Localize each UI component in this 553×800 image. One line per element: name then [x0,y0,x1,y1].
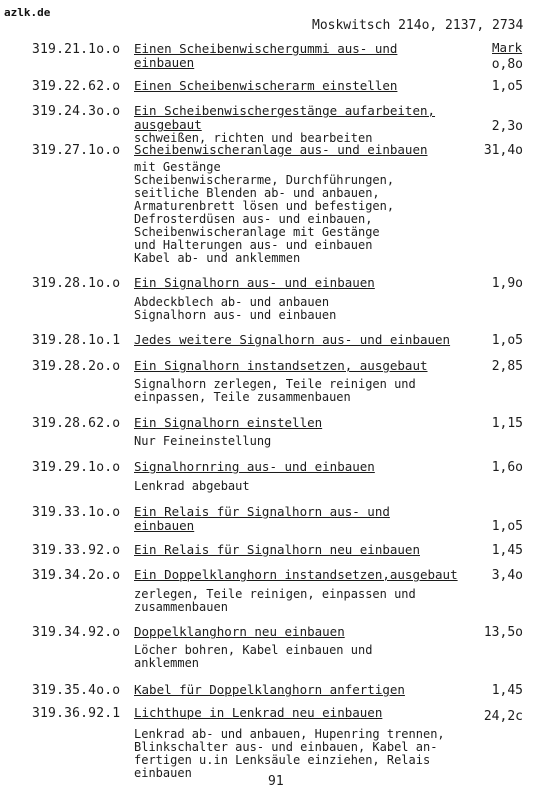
entry-title: Ein Signalhorn instandsetzen, ausgebaut [134,358,428,373]
entry-code: 319.22.62.o [32,79,121,94]
entry-code: 319.34.2o.o [32,568,121,583]
entry-title: Ein Relais für Signalhorn neu einbauen [134,542,420,557]
currency-label: Mark [492,40,523,55]
entry-price: 24,2c [483,709,523,724]
entry-price: 1,o5 [491,333,523,348]
entry-code: 319.28.2o.o [32,359,121,374]
entry-price: 1,o5 [491,79,523,94]
page-header: Moskwitsch 214o, 2137, 2734 [312,18,524,33]
entry-title: Einen Scheibenwischerarm einstellen [134,78,398,93]
entry-code: 319.21.1o.o [32,42,121,57]
entry-title: Ein Signalhorn aus- und einbauen [134,275,375,290]
entry-code: 319.33.1o.o [32,505,121,520]
entry-title: Ein Doppelklanghorn instandsetzen,ausgebaut [134,567,458,582]
entry-description: zerlegen, Teile reinigen, einpassen und zusammenbauen [134,587,416,614]
entry-price: 1,o5 [491,519,523,534]
entry-title: Ein Scheibenwischergestänge aufarbeiten, ausgebaut [134,103,436,132]
entry-title: Lichthupe in Lenkrad neu einbauen [134,705,383,720]
entry-price: 2,3o [491,119,523,134]
entry-title: Jedes weitere Signalhorn aus- und einbauen [134,332,451,347]
entry-title: Doppelklanghorn neu einbauen [134,624,345,639]
entry-price: 1,45 [491,683,523,698]
entry-price: 1,45 [491,543,523,558]
entry-code: 319.24.3o.o [32,104,121,119]
entry-description: Löcher bohren, Kabel einbauen und anklemmen [134,643,373,670]
entry-code: 319.29.1o.o [32,460,121,475]
page-number: 91 [268,774,284,789]
entry-code: 319.28.1o.1 [32,333,121,348]
entry-title: Ein Signalhorn einstellen [134,415,323,430]
entry-title: Einen Scheibenwischergummi aus- und einbauen [134,41,398,70]
entry-title: Ein Relais für Signalhorn aus- und einbauen [134,504,390,533]
entry-price: 31,4o [483,143,523,158]
entry-title: Kabel für Doppelklanghorn anfertigen [134,682,405,697]
entry-price: o,8o [491,57,523,72]
entry-description: Nur Feineinstellung [134,434,272,448]
entry-price: 1,9o [491,276,523,291]
entry-code: 319.28.62.o [32,416,121,431]
entry-code: 319.27.1o.o [32,143,121,158]
entry-description: Lenkrad ab- und anbauen, Hupenring trennen, Blinkschalter aus- und einbauen, Kabel an- fertigen u.in Lenksäule einziehen, Relais einbauen [134,727,445,780]
entry-code: 319.28.1o.o [32,276,121,291]
entry-title: Scheibenwischeranlage aus- und einbauen [134,142,428,157]
entry-title: Signalhornring aus- und einbauen [134,459,375,474]
entry-price: 2,85 [491,359,523,374]
entry-price: 1,6o [491,460,523,475]
entry-price: 3,4o [491,568,523,583]
entry-code: 319.35.4o.o [32,683,121,698]
entry-description: schweißen, richten und bearbeiten [134,131,373,145]
entry-price: 1,15 [491,416,523,431]
entry-price: 13,5o [483,625,523,640]
entry-code: 319.33.92.o [32,543,121,558]
entry-code: 319.34.92.o [32,625,121,640]
entry-description: Lenkrad abgebaut [134,479,250,493]
entry-code: 319.36.92.1 [32,706,121,721]
watermark: azlk.de [4,6,51,19]
entry-description: Signalhorn zerlegen, Teile reinigen und einpassen, Teile zusammenbauen [134,377,416,404]
entry-description: mit Gestänge Scheibenwischerarme, Durchführungen, seitliche Blenden ab- und anbauen, Armaturenbrett lösen und befestigen, Defrosterdüsen aus- und einbauen, Scheibenwischeranlage mit Gestänge und Halterungen aus- und einbauen Kabel ab- und anklemmen [134,160,395,265]
entry-description: Abdeckblech ab- und anbauen Signalhorn aus- und einbauen [134,295,337,322]
